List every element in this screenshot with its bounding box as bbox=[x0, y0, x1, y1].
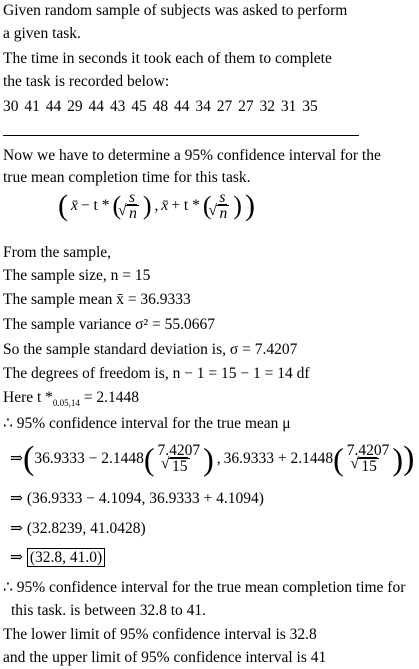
step-2: ⇒ (36.9333 − 4.1094, 36.9333 + 4.1094) bbox=[10, 490, 264, 507]
from-sample: From the sample, bbox=[3, 244, 112, 261]
step1-den-1: √ 15 bbox=[170, 457, 188, 475]
step1-close: ) bbox=[403, 439, 415, 477]
step1-num-2: 7.4207 bbox=[346, 442, 390, 459]
data-values: 30 41 44 29 44 43 45 48 44 34 27 27 32 31 35 bbox=[3, 98, 318, 115]
formula-fraction-1 bbox=[125, 190, 139, 221]
degrees-of-freedom: The degrees of freedom is, n − 1 = 15 − 1 = 14 df bbox=[3, 365, 310, 382]
conclusion-line-1: ∴ 95% confidence interval for the true mean completion time for bbox=[3, 579, 406, 596]
conclusion-line-2: this task. is between 32.8 to 41. bbox=[11, 602, 207, 619]
formula-open-paren: ( bbox=[58, 188, 68, 222]
step-1 bbox=[10, 439, 415, 477]
step1-paren-a: ( bbox=[143, 440, 155, 477]
final-answer-box: (32.8, 41.0) bbox=[27, 548, 105, 567]
step1-right: 36.9333 + 2.1448 bbox=[223, 449, 334, 467]
step-4 bbox=[10, 548, 105, 568]
formula-paren-d: ) bbox=[233, 190, 242, 220]
formula-fraction-2 bbox=[216, 190, 230, 221]
formula-sqrt-n-1: √ n bbox=[127, 204, 137, 222]
intro-line-4: the task is recorded below: bbox=[3, 73, 170, 90]
std-dev: So the sample standard deviation is, σ = 7.4207 bbox=[3, 341, 298, 358]
step4-arrow: ⇒ bbox=[10, 549, 23, 566]
formula-xbar: x̄ bbox=[71, 196, 78, 214]
formula-paren-c: ( bbox=[202, 190, 212, 220]
step-3: ⇒ (32.8239, 41.0428) bbox=[10, 520, 146, 537]
body-line-1: Now we have to determine a 95% confidence interval for the bbox=[3, 147, 381, 164]
intro-line-1: Given random sample of subjects was asked to perform bbox=[3, 2, 348, 19]
step1-fraction-1 bbox=[155, 443, 202, 474]
conclusion-line-3: The lower limit of 95% confidence interval is 32.8 bbox=[3, 626, 317, 643]
step1-left: 36.9333 − 2.1448 bbox=[34, 449, 144, 467]
step1-arrow: ⇒ bbox=[10, 450, 23, 467]
formula-plus-t: + t * bbox=[171, 196, 200, 214]
sample-size: The sample size, n = 15 bbox=[3, 267, 151, 284]
sample-mean: The sample mean x̄ = 36.9333 bbox=[3, 291, 191, 308]
formula-comma: , bbox=[154, 196, 159, 214]
t-critical-label: Here t * bbox=[3, 389, 53, 406]
ci-formula bbox=[58, 190, 255, 221]
conclusion-line-4: and the upper limit of 95% confidence interval is 41 bbox=[3, 649, 327, 666]
step1-den-2: √ 15 bbox=[359, 457, 377, 475]
step1-comma: , bbox=[216, 449, 221, 467]
step1-paren-d: ) bbox=[392, 440, 404, 477]
divider bbox=[3, 135, 359, 136]
formula-s-2: s bbox=[219, 189, 226, 206]
therefore-line: ∴ 95% confidence interval for the true mean μ bbox=[3, 415, 291, 432]
step1-paren-c: ( bbox=[333, 440, 344, 477]
step1-num-1: 7.4207 bbox=[157, 442, 201, 459]
t-critical-value: = 2.1448 bbox=[83, 389, 140, 406]
formula-paren-a: ( bbox=[112, 190, 122, 220]
formula-xbar-2: x̄ bbox=[161, 196, 169, 214]
formula-sqrt-n-2: √ n bbox=[218, 204, 228, 222]
t-critical bbox=[3, 388, 139, 413]
formula-s-1: s bbox=[128, 189, 136, 206]
body-line-2: true mean completion time for this task. bbox=[3, 169, 251, 186]
intro-line-2: a given task. bbox=[3, 25, 81, 42]
formula-close-paren: ) bbox=[244, 188, 255, 222]
t-critical-subscript: 0.05,14 bbox=[52, 398, 80, 409]
intro-line-3: The time in seconds it took each of them to complete bbox=[3, 50, 332, 67]
step1-fraction-2 bbox=[345, 443, 392, 474]
step1-paren-b: ) bbox=[203, 440, 214, 477]
formula-paren-b: ) bbox=[142, 190, 152, 220]
sample-variance: The sample variance σ² = 55.0667 bbox=[3, 316, 215, 333]
formula-minus-t: − t * bbox=[80, 196, 110, 214]
step1-open: ( bbox=[23, 439, 35, 477]
